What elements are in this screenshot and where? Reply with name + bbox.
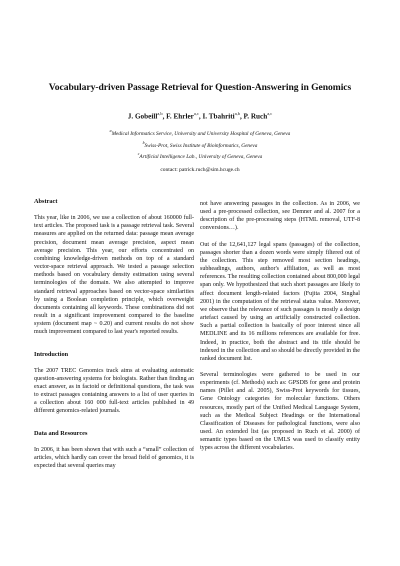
introduction-text: The 2007 TREC Genomics track aims at evaluating automatic question-answering systems for biologists. Rather than finding an exact answer, as in factoid or definitional questions, the task was to extract passages containing answers to a list of user queries in a collection about 160 000 full-text articles published in 49 different genomics-related journals. xyxy=(34,367,194,415)
author-name: F. Ehrler xyxy=(166,112,194,121)
contact-email: contact: patrick.ruch@sim.hcuge.ch xyxy=(160,167,240,173)
affiliation: $^a$Medical Informatics Service, University and University Hospital of Geneva, Geneva xyxy=(109,129,291,137)
abstract-heading: Abstract xyxy=(34,198,58,205)
author-affil-mark: a,b xyxy=(157,111,163,116)
data-resources-text: In 2006, it has been shown that with such a “small” collection of articles, which hardly can cover the broad field of genomics, it is expected that several queries may xyxy=(34,446,194,470)
body-paragraph: not have answering passages in the collection. As in 2006, we used a pre-processed collection, see Demner and al. 2007 for a description of the pre-processing steps (HTML removal, UTF-8 conversions…). xyxy=(200,201,360,232)
right-column xyxy=(200,200,360,453)
left-column xyxy=(34,198,194,470)
affiliation: $^c$Artificial Intelligence Lab., University of Geneva, Geneva xyxy=(137,152,263,160)
affiliation: $^b$Swiss-Prot, Swiss Institute of Bioinformatics, Geneva xyxy=(142,140,258,149)
author-name: J. Gobeill xyxy=(127,112,158,121)
abstract-text: This year, like in 2006, we use a collection of about 160000 full-text articles. The proposed task is a passage retrieval task. Several measures are applied on the returned data: passage mean average precision, document mean average precision, aspect mean average precision. This year, our efforts concentrated on combining knowledge-driven methods on top of a standard vector-space retrieval approach. We tested a passage selection methods based on vocabulary density estimation using several terminologies of the domain. We also attempted to improve standard retrieval approaches based on vector-space similarities by using a Boolean completion principle, which overweight documents containing all keywords. These combinations did not result in a significant improvement compared to the baseline system (document map ~ 0.20) and current results do not show much improvement compared to last year's reported results. xyxy=(34,215,194,336)
introduction-heading: Introduction xyxy=(34,350,69,358)
paper-title: Vocabulary-driven Passage Retrieval for Question-Answering in Genomics xyxy=(48,82,352,93)
author-name: P. Ruch xyxy=(243,112,268,121)
body-paragraph: Several terminologies were gathered to be used in our experiments (cf. Methods) such as: GPSDB for gene and protein names (Pillet and al. 2005), Swiss-Prot keywords for tissues, Gene Ontology categories for molecular functions. Others resources, mostly part of the Unified Medical Language System, such as the Medical Subject Headings or the International Classification of Diseases for pathological functions, were also used. An extended list (as proposed in Ruch et al. 2000) of semantic types based on the UMLS was used to classify entity types across the different vocabularies. xyxy=(200,371,360,452)
author-name: I. Tbahriti xyxy=(202,112,235,121)
author-affil-mark: a,c xyxy=(267,111,273,116)
body-paragraph: Out of the 12,641,127 legal spans (passages) of the collection, passages shorter than a dozen words were simply filtered out of the collection. This step removed most section headings, subheadings, authors, author's affiliation, as well as most references. The resulting collection contained about 800,000 legal span only. We hypothesized that such short passages are likely to affect document length-related factors (Fujita 2004, Singhal 2001) in the computation of the retrieval status value. Moreover, we observe that the relevance of such passages is mostly a design artefact caused by using an artificially constructed collection. Such a partial collection is basically of poor interest since all MEDLINE and its 16 millions references are available for free. Indeed, in practice, both the abstract and its title should be indexed in the collection and so should be directly provided in the ranked document list. xyxy=(200,241,360,362)
author-list: J. Gobeill$^{a,b}$, F. Ehrler$^{a,c}$, I. Tbahriti$^{a,b}$, P. Ruch$^{a,c}$ xyxy=(127,111,273,121)
author-affil-mark: a,c xyxy=(193,111,199,116)
affiliation-list xyxy=(0,127,400,162)
author-affil-mark: a,b xyxy=(234,111,240,116)
data-resources-heading: Data and Resources xyxy=(34,429,88,437)
